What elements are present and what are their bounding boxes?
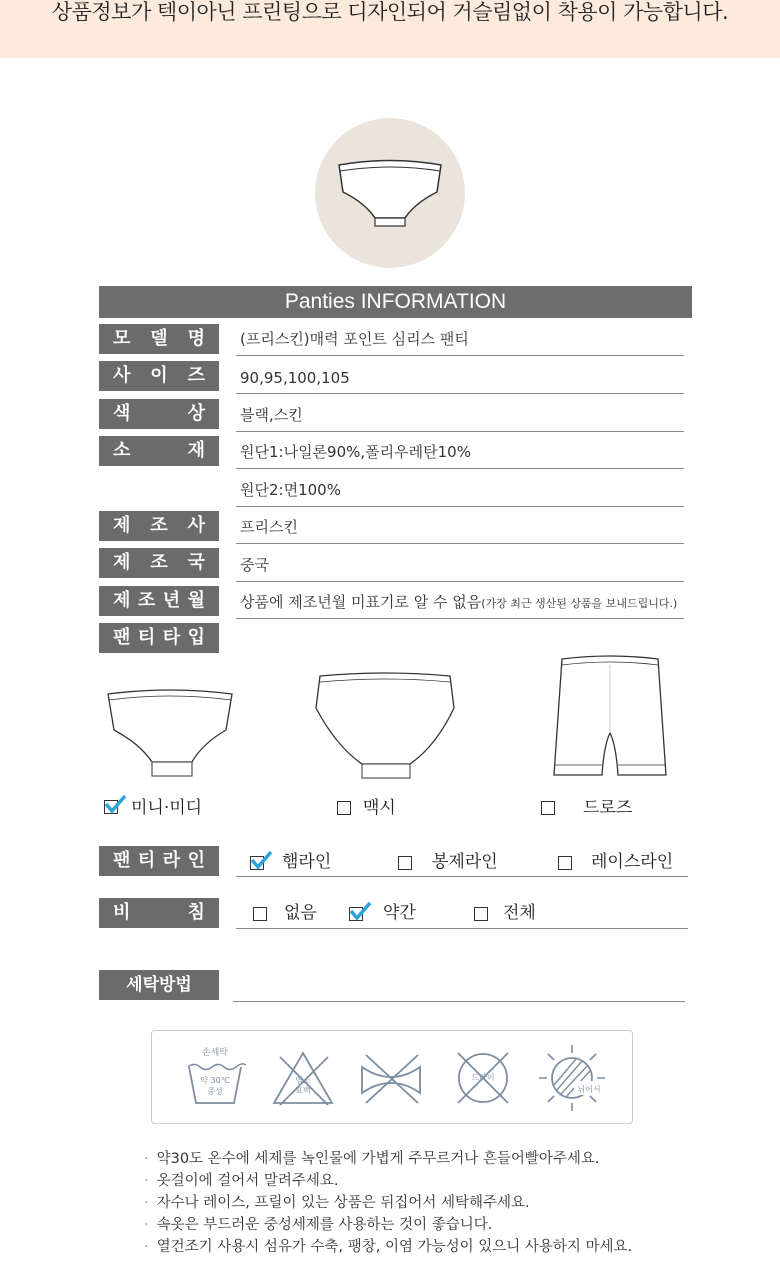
- manufacture-date-note: (가장 최근 생산된 상품을 보내드립니다.): [481, 597, 678, 610]
- hand-wash-temp: 약 30℃: [200, 1076, 230, 1085]
- label-manufacture-date: 제 조 년 월: [99, 586, 219, 616]
- divider: [236, 506, 684, 507]
- check-icon: [348, 900, 372, 922]
- list-item: · 열건조기 사용시 섬유가 수축, 팽창, 이염 가능성이 있으니 사용하지 마세요.: [144, 1239, 633, 1255]
- option-full: 전체: [503, 903, 536, 923]
- value-size: 90,95,100,105: [240, 369, 350, 387]
- value-material-1: 원단1:나일론90%,폴리우레탄10%: [240, 443, 471, 461]
- label-material: 소 재: [99, 436, 219, 466]
- divider: [236, 431, 684, 432]
- checkbox-maxi[interactable]: [337, 801, 351, 815]
- value-material-2: 원단2:면100%: [240, 481, 341, 499]
- option-slight: 약간: [383, 903, 416, 923]
- maxi-panty-icon: [310, 668, 460, 786]
- divider: [236, 543, 684, 544]
- divider: [236, 581, 684, 582]
- no-dry-clean-icon: [450, 1045, 516, 1111]
- washing-notes: [144, 1148, 632, 1258]
- divider: [236, 618, 684, 619]
- option-maxi: 맥시: [363, 798, 396, 818]
- checkbox-drawers[interactable]: [541, 801, 555, 815]
- no-bleach-label-1: 염소: [295, 1076, 311, 1085]
- label-model: 모 델 명: [99, 324, 219, 354]
- check-icon: [249, 849, 273, 871]
- divider: [236, 393, 684, 394]
- label-manufacturer: 제 조 사: [99, 511, 219, 541]
- banner-text: 상품정보가 텍이아닌 프린팅으로 디자인되어 거슬림없이 착용이 가능합니다.: [51, 0, 729, 24]
- value-model: (프리스킨)매력 포인트 심리스 팬티: [240, 330, 469, 348]
- mini-midi-panty-icon: [100, 682, 240, 782]
- label-see-through: 비 침: [99, 898, 219, 928]
- hand-wash-neutral: 중성: [207, 1087, 223, 1096]
- list-item: · 옷걸이에 걸어서 말려주세요.: [144, 1173, 339, 1189]
- divider: [236, 355, 684, 356]
- check-icon: [103, 793, 127, 815]
- no-wring-icon: [356, 1047, 426, 1109]
- no-dry-clean-label: 드라이: [471, 1073, 495, 1082]
- shade-dry-icon: [534, 1041, 610, 1115]
- drawers-panty-icon: [548, 655, 673, 780]
- product-illustration: [315, 118, 465, 268]
- care-symbols: [151, 1030, 633, 1124]
- option-hem-line: 햄라인: [282, 852, 332, 872]
- value-manufacture-date: [240, 592, 677, 614]
- checkbox-full[interactable]: [474, 907, 488, 921]
- value-country: 중국: [240, 556, 269, 574]
- list-item: · 자수나 레이스, 프릴이 있는 상품은 뒤집어서 세탁해주세요.: [144, 1195, 530, 1211]
- hand-wash-icon: [180, 1045, 250, 1111]
- info-header: Panties INFORMATION: [99, 286, 692, 318]
- label-color: 색 상: [99, 399, 219, 429]
- option-lace-line: 레이스라인: [591, 852, 674, 872]
- label-panty-type: 팬 티 타 입: [99, 623, 219, 653]
- label-washing: 세탁방법: [99, 970, 219, 1000]
- option-sewn-line: 봉제라인: [432, 852, 498, 872]
- list-item: · 약30도 온수에 세제를 녹인물에 가볍게 주무르거나 흔들어빨아주세요.: [144, 1151, 600, 1167]
- top-banner: [0, 0, 780, 58]
- shade-dry-label: 뉘어서: [577, 1085, 601, 1094]
- label-country: 제 조 국: [99, 548, 219, 578]
- manufacture-date-text: 상품에 제조년월 미표기로 알 수 없음: [240, 593, 482, 611]
- option-drawers: 드로즈: [583, 798, 633, 818]
- label-panty-line: 팬 티 라 인: [99, 846, 219, 876]
- panty-icon: [315, 118, 465, 268]
- checkbox-sewn-line[interactable]: [398, 856, 412, 870]
- divider: [236, 468, 684, 469]
- checkbox-none[interactable]: [253, 907, 267, 921]
- checkbox-lace-line[interactable]: [558, 856, 572, 870]
- no-bleach-label-2: 표백: [295, 1086, 311, 1095]
- hand-wash-label: 손세탁: [201, 1048, 229, 1058]
- divider: [236, 876, 688, 877]
- option-none: 없음: [284, 903, 317, 923]
- option-mini-midi: 미니·미디: [131, 798, 203, 818]
- divider: [233, 1001, 685, 1002]
- value-color: 블랙,스킨: [240, 406, 303, 424]
- value-manufacturer: 프리스킨: [240, 518, 298, 536]
- divider: [236, 928, 688, 929]
- no-bleach-icon: [270, 1047, 336, 1109]
- list-item: · 속옷은 부드러운 중성세제를 사용하는 것이 좋습니다.: [144, 1217, 493, 1233]
- label-size: 사 이 즈: [99, 361, 219, 391]
